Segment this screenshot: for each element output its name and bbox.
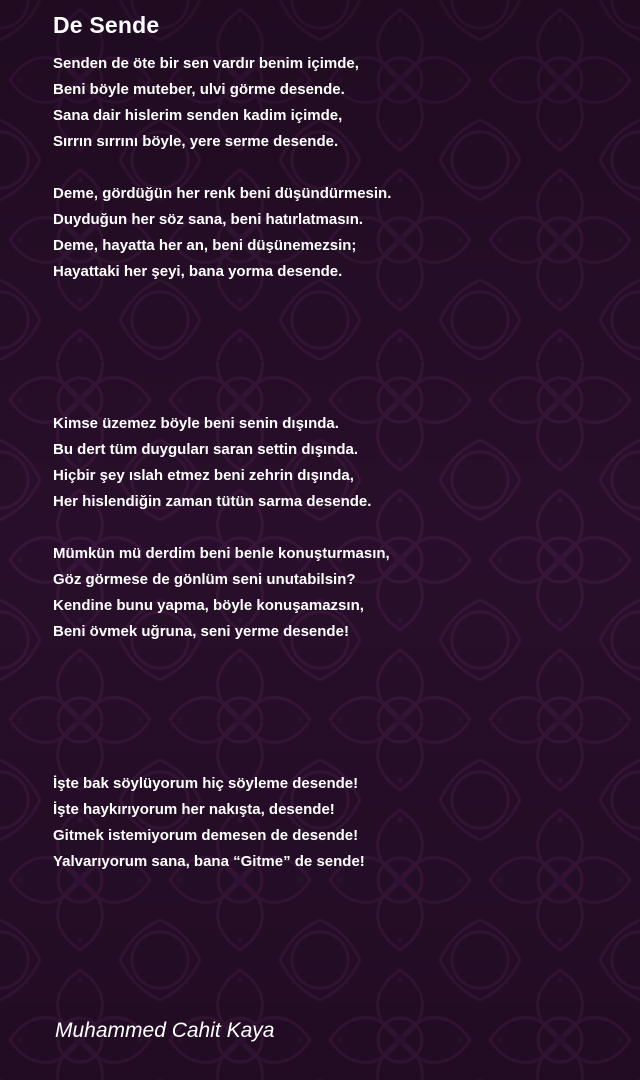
poem-line: Her hislendiğin zaman tütün sarma desende. [53,493,372,510]
poem-line: Deme, hayatta her an, beni düşünemezsin; [53,237,357,254]
poem-line: Senden de öte bir sen vardır benim içimde, [53,55,359,72]
stanza-2 [53,181,391,285]
poem-title: De Sende [53,12,160,38]
poem-line: İşte haykırıyorum her nakışta, desende! [53,801,335,818]
poem-line: İşte bak söylüyorum hiç söyleme desende! [53,775,359,792]
stanza-5 [53,771,365,875]
stanza-4 [53,541,390,645]
poem-line: Duyduğun her söz sana, beni hatırlatmasın. [53,211,364,228]
poem-line: Sırrın sırrını böyle, yere serme desende. [53,133,339,150]
stanza-1 [53,51,359,155]
stanza-3 [53,411,371,515]
poem-line: Göz görmese de gönlüm seni unutabilsin? [53,571,356,588]
poem-line: Beni böyle muteber, ulvi görme desende. [53,81,345,98]
poem-line: Yalvarıyorum sana, bana “Gitme” de sende! [53,853,365,870]
poem-author: Muhammed Cahit Kaya [55,1019,275,1042]
poem-line: Bu dert tüm duyguları saran settin dışında. [53,441,359,458]
poem-line: Kimse üzemez böyle beni senin dışında. [53,415,339,432]
poem-line: Kendine bunu yapma, böyle konuşamazsın, [53,597,364,614]
poem-line: Hayattaki her şeyi, bana yorma desende. [53,263,343,280]
poem-line: Beni övmek uğruna, seni yerme desende! [53,623,349,640]
poem-line: Gitmek istemiyorum demesen de desende! [53,827,359,844]
poem-line: Sana dair hislerim senden kadim içimde, [53,107,343,124]
poem-line: Mümkün mü derdim beni benle konuşturmasın, [53,545,390,562]
poem-line: Hiçbir şey ıslah etmez beni zehrin dışında, [53,467,354,484]
poem-line: Deme, gördüğün her renk beni düşündürmesin. [53,185,392,202]
